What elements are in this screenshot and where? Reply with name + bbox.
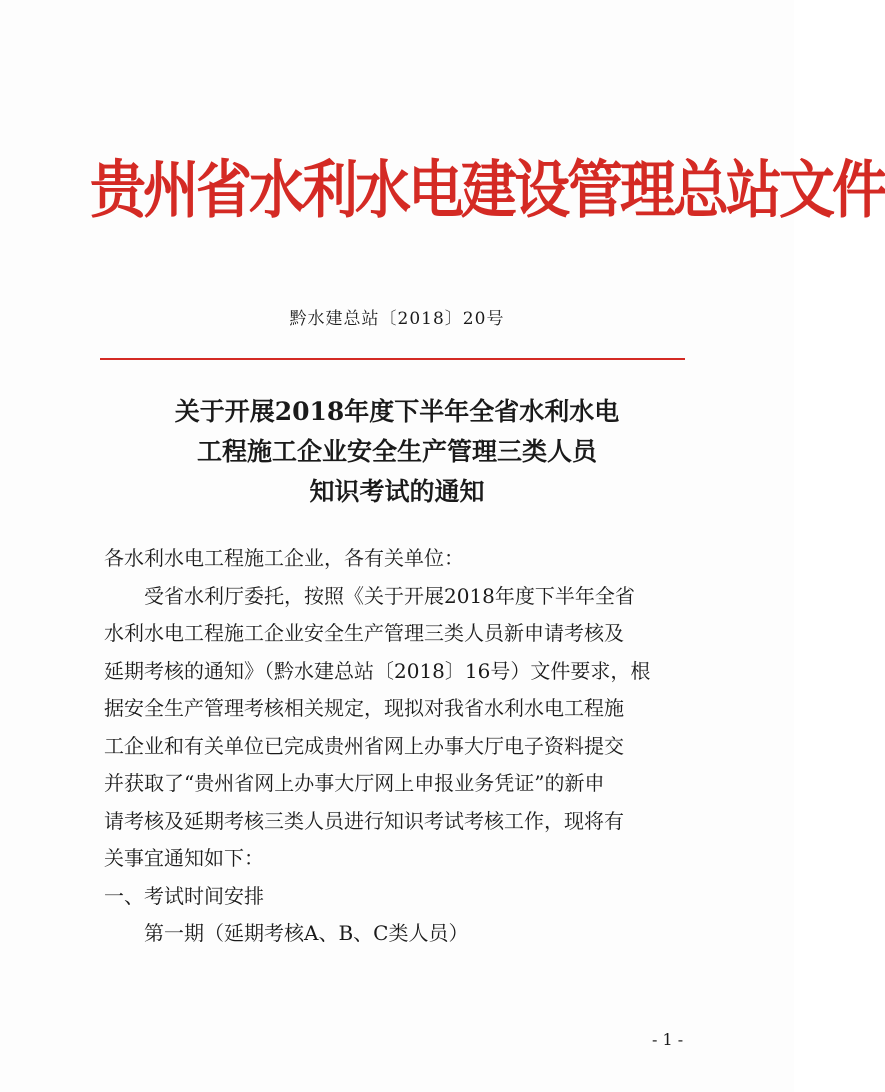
section-heading: 一、考试时间安排 — [104, 883, 264, 908]
red-divider-line — [100, 358, 685, 360]
paragraph-line: 水利水电工程施工企业安全生产管理三类人员新申请考核及 — [104, 621, 624, 645]
document-number: 黔水建总站〔2018〕20号 — [289, 309, 505, 329]
paragraph-line: 延期考核的通知》（黔水建总站〔2018〕16号）文件要求，根 — [104, 658, 651, 683]
paragraph-line: 受省水利厅委托，按照《关于开展2018年度下半年全省 — [144, 583, 635, 608]
issuer-header-title: 贵州省水利水电建设管理总站文件 — [90, 153, 885, 227]
salutation: 各水利水电工程施工企业，各有关单位： — [104, 546, 464, 570]
page-number: - 1 - — [652, 1030, 684, 1049]
notice-title-line: 知识考试的通知 — [309, 477, 485, 506]
paragraph-line: 工企业和有关单位已完成贵州省网上办事大厅电子资料提交 — [104, 733, 624, 758]
show-through-texture — [200, 95, 660, 136]
paragraph-line: 据安全生产管理考核相关规定，现拟对我省水利水电工程施 — [104, 696, 624, 720]
paragraph-line: 并获取了“贵州省网上办事大厅网上申报业务凭证”的新申 — [104, 771, 605, 795]
notice-title-line: 关于开展2018年度下半年全省水利水电 — [174, 397, 620, 426]
notice-title-line: 工程施工企业安全生产管理三类人员 — [196, 437, 597, 466]
paragraph-line: 关事宜通知如下： — [104, 846, 264, 870]
notice-title — [90, 392, 704, 512]
period-line: 第一期（延期考核A、B、C类人员） — [144, 921, 469, 945]
paragraph-line: 请考核及延期考核三类人员进行知识考试考核工作，现将有 — [104, 808, 624, 833]
body-text — [104, 540, 684, 953]
